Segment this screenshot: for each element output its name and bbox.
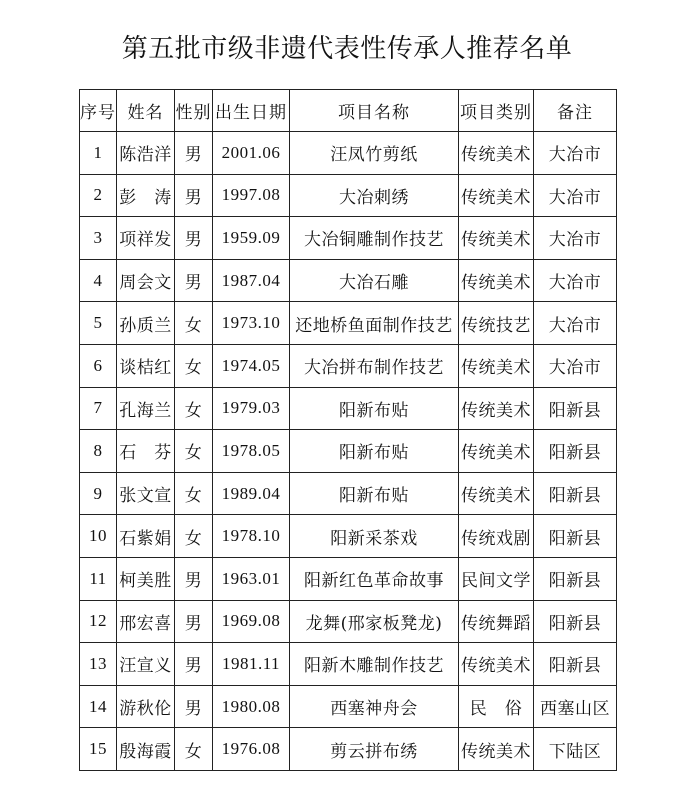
- cell-no: 14: [80, 685, 117, 728]
- cell-project-name: 大冶石雕: [290, 259, 459, 302]
- cell-gender: 女: [175, 344, 213, 387]
- cell-birth-date: 1974.05: [213, 344, 290, 387]
- cell-project-category: 民间文学: [459, 557, 534, 600]
- table-row: [80, 685, 617, 728]
- cell-name: 周会文: [117, 259, 175, 302]
- cell-project-name: 大冶铜雕制作技艺: [290, 217, 459, 260]
- table-row: [80, 472, 617, 515]
- table-row: [80, 132, 617, 175]
- cell-birth-date: 1980.08: [213, 685, 290, 728]
- table-row: [80, 643, 617, 686]
- cell-name: 柯美胜: [117, 557, 175, 600]
- cell-no: 1: [80, 132, 117, 175]
- cell-no: 3: [80, 217, 117, 260]
- cell-name: 孔海兰: [117, 387, 175, 430]
- cell-no: 13: [80, 643, 117, 686]
- cell-note: 下陆区: [534, 728, 617, 771]
- cell-gender: 女: [175, 430, 213, 473]
- cell-note: 阳新县: [534, 387, 617, 430]
- cell-birth-date: 1973.10: [213, 302, 290, 345]
- cell-name: 殷海霞: [117, 728, 175, 771]
- cell-note: 阳新县: [534, 515, 617, 558]
- cell-project-category: 传统技艺: [459, 302, 534, 345]
- cell-project-category: 传统美术: [459, 174, 534, 217]
- header-gender: 性别: [175, 90, 213, 132]
- cell-no: 11: [80, 557, 117, 600]
- cell-project-name: 大冶刺绣: [290, 174, 459, 217]
- cell-project-name: 大冶拼布制作技艺: [290, 344, 459, 387]
- cell-project-name: 阳新采茶戏: [290, 515, 459, 558]
- cell-project-category: 传统美术: [459, 430, 534, 473]
- cell-note: 阳新县: [534, 600, 617, 643]
- cell-gender: 男: [175, 600, 213, 643]
- cell-name: 石紫娟: [117, 515, 175, 558]
- table-row: [80, 174, 617, 217]
- cell-project-category: 传统美术: [459, 132, 534, 175]
- cell-no: 9: [80, 472, 117, 515]
- cell-birth-date: 1981.11: [213, 643, 290, 686]
- cell-birth-date: 2001.06: [213, 132, 290, 175]
- cell-note: 大冶市: [534, 344, 617, 387]
- cell-project-name: 龙舞(邢家板凳龙): [290, 600, 459, 643]
- cell-note: 大冶市: [534, 302, 617, 345]
- cell-birth-date: 1963.01: [213, 557, 290, 600]
- table-body: [80, 132, 617, 771]
- header-birth-date: 出生日期: [213, 90, 290, 132]
- header-note: 备注: [534, 90, 617, 132]
- cell-name: 项祥发: [117, 217, 175, 260]
- cell-birth-date: 1976.08: [213, 728, 290, 771]
- table-row: [80, 217, 617, 260]
- cell-name: 张文宣: [117, 472, 175, 515]
- cell-note: 大冶市: [534, 217, 617, 260]
- table-row: [80, 387, 617, 430]
- cell-name: 陈浩洋: [117, 132, 175, 175]
- cell-project-name: 阳新布贴: [290, 430, 459, 473]
- cell-name: 孙质兰: [117, 302, 175, 345]
- header-project-category: 项目类别: [459, 90, 534, 132]
- cell-note: 阳新县: [534, 430, 617, 473]
- header-project-name: 项目名称: [290, 90, 459, 132]
- cell-no: 5: [80, 302, 117, 345]
- cell-birth-date: 1989.04: [213, 472, 290, 515]
- cell-note: 阳新县: [534, 557, 617, 600]
- cell-no: 15: [80, 728, 117, 771]
- cell-no: 10: [80, 515, 117, 558]
- nominee-table: [79, 89, 617, 771]
- cell-gender: 女: [175, 728, 213, 771]
- table-row: [80, 728, 617, 771]
- cell-birth-date: 1969.08: [213, 600, 290, 643]
- cell-gender: 女: [175, 472, 213, 515]
- cell-note: 大冶市: [534, 174, 617, 217]
- cell-project-category: 传统美术: [459, 643, 534, 686]
- cell-birth-date: 1978.05: [213, 430, 290, 473]
- cell-no: 8: [80, 430, 117, 473]
- cell-gender: 男: [175, 643, 213, 686]
- cell-name: 彭 涛: [117, 174, 175, 217]
- cell-note: 大冶市: [534, 259, 617, 302]
- cell-gender: 男: [175, 132, 213, 175]
- cell-birth-date: 1979.03: [213, 387, 290, 430]
- cell-project-category: 传统美术: [459, 259, 534, 302]
- table-row: [80, 557, 617, 600]
- cell-note: 阳新县: [534, 643, 617, 686]
- table-row: [80, 302, 617, 345]
- cell-name: 邢宏喜: [117, 600, 175, 643]
- cell-project-category: 传统美术: [459, 217, 534, 260]
- cell-gender: 男: [175, 259, 213, 302]
- cell-project-category: 传统美术: [459, 472, 534, 515]
- cell-no: 4: [80, 259, 117, 302]
- table-row: [80, 259, 617, 302]
- cell-gender: 男: [175, 217, 213, 260]
- cell-project-category: 传统美术: [459, 387, 534, 430]
- cell-project-name: 西塞神舟会: [290, 685, 459, 728]
- cell-name: 谈桔红: [117, 344, 175, 387]
- table-header-row: [80, 90, 617, 132]
- header-no: 序号: [80, 90, 117, 132]
- header-name: 姓名: [117, 90, 175, 132]
- cell-project-name: 阳新布贴: [290, 472, 459, 515]
- cell-gender: 女: [175, 387, 213, 430]
- cell-project-category: 传统美术: [459, 728, 534, 771]
- cell-project-category: 民 俗: [459, 685, 534, 728]
- table-row: [80, 600, 617, 643]
- table-row: [80, 344, 617, 387]
- cell-project-category: 传统戏剧: [459, 515, 534, 558]
- cell-birth-date: 1959.09: [213, 217, 290, 260]
- cell-project-name: 阳新木雕制作技艺: [290, 643, 459, 686]
- cell-project-category: 传统美术: [459, 344, 534, 387]
- cell-gender: 男: [175, 557, 213, 600]
- cell-no: 7: [80, 387, 117, 430]
- table-row: [80, 515, 617, 558]
- cell-note: 西塞山区: [534, 685, 617, 728]
- cell-gender: 女: [175, 515, 213, 558]
- cell-gender: 男: [175, 685, 213, 728]
- cell-birth-date: 1997.08: [213, 174, 290, 217]
- cell-gender: 男: [175, 174, 213, 217]
- cell-project-name: 汪凤竹剪纸: [290, 132, 459, 175]
- cell-project-name: 阳新布贴: [290, 387, 459, 430]
- cell-project-name: 阳新红色革命故事: [290, 557, 459, 600]
- table-row: [80, 430, 617, 473]
- cell-no: 2: [80, 174, 117, 217]
- cell-birth-date: 1978.10: [213, 515, 290, 558]
- cell-project-name: 还地桥鱼面制作技艺: [290, 302, 459, 345]
- page-title: 第五批市级非遗代表性传承人推荐名单: [121, 34, 573, 64]
- cell-gender: 女: [175, 302, 213, 345]
- cell-no: 6: [80, 344, 117, 387]
- cell-name: 石 芬: [117, 430, 175, 473]
- cell-note: 大冶市: [534, 132, 617, 175]
- cell-no: 12: [80, 600, 117, 643]
- cell-name: 汪宣义: [117, 643, 175, 686]
- cell-project-name: 剪云拼布绣: [290, 728, 459, 771]
- cell-note: 阳新县: [534, 472, 617, 515]
- cell-name: 游秋伦: [117, 685, 175, 728]
- cell-birth-date: 1987.04: [213, 259, 290, 302]
- cell-project-category: 传统舞蹈: [459, 600, 534, 643]
